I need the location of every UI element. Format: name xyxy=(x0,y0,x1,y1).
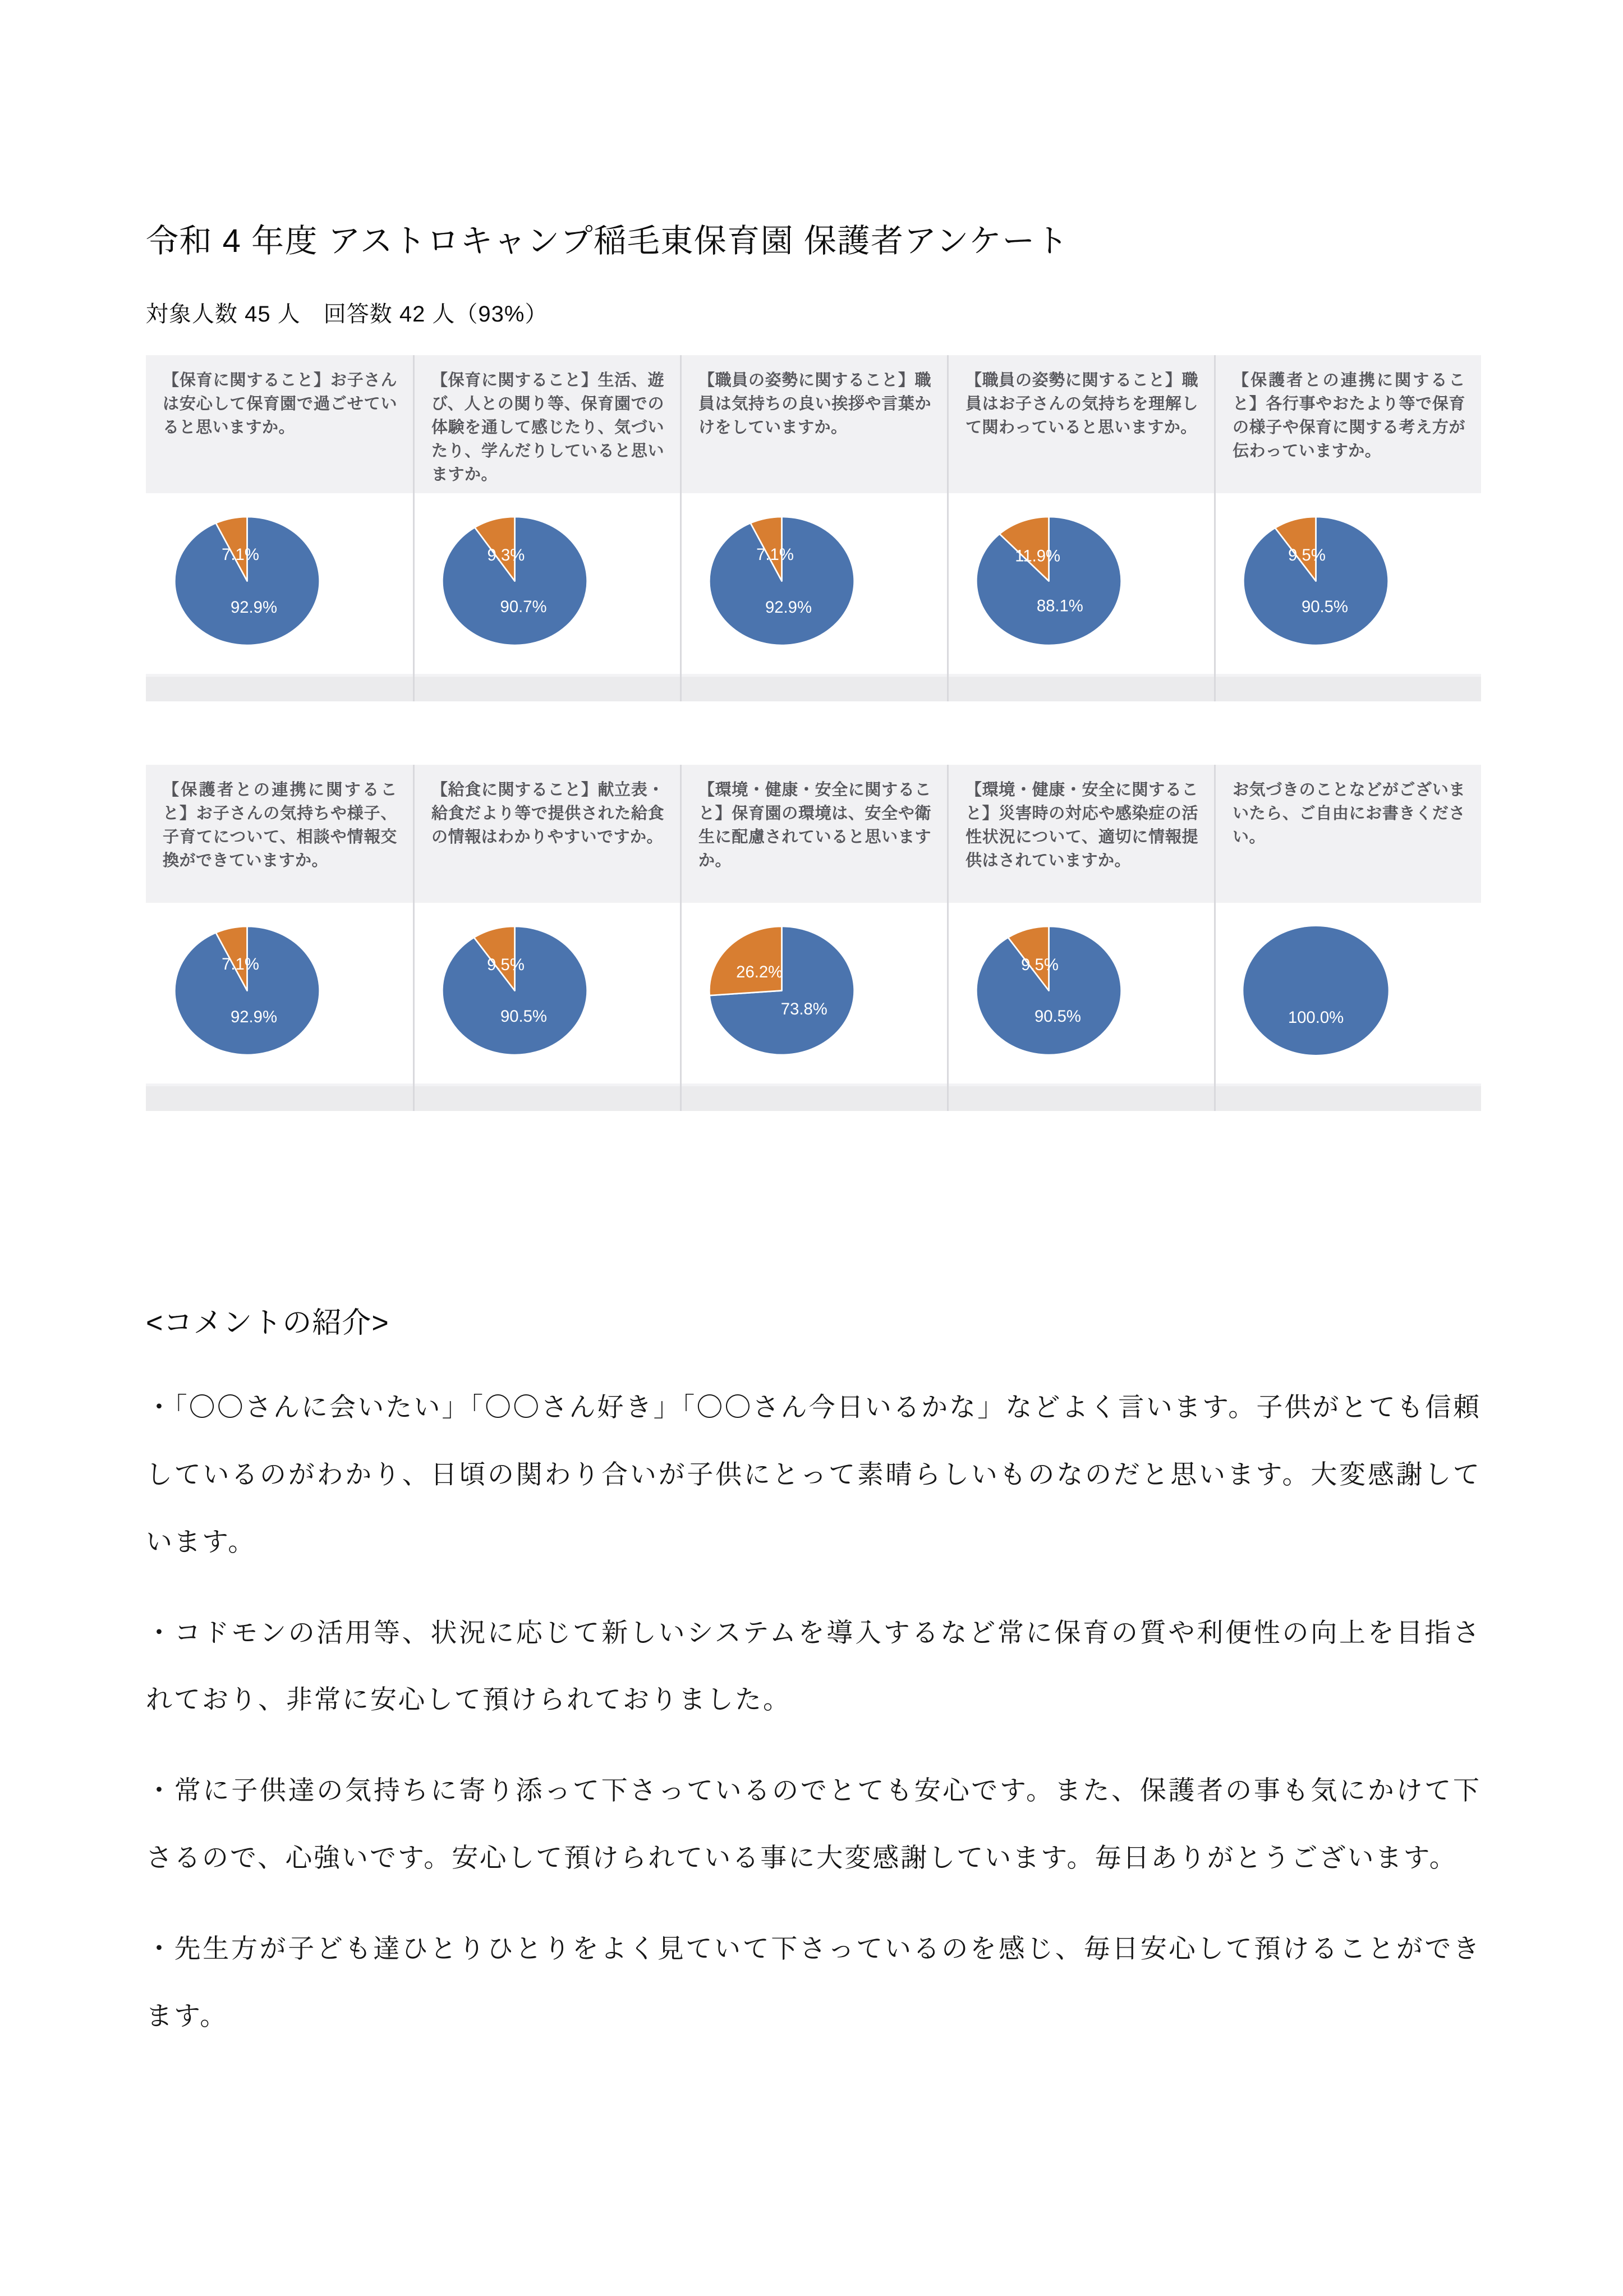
pie-slice-label: 26.2% xyxy=(736,963,783,982)
pie-slice-label: 92.9% xyxy=(230,598,277,617)
pie-chart-zone xyxy=(1216,903,1481,1083)
pie-chart xyxy=(172,924,322,1057)
pie-chart-zone xyxy=(682,903,947,1083)
pie-slice-label: 90.5% xyxy=(1034,1007,1081,1026)
pie-chart xyxy=(440,515,590,648)
pie-slice-label: 11.9% xyxy=(1015,547,1061,566)
pie-chart-zone xyxy=(146,493,413,674)
comments-list xyxy=(146,1374,1481,2050)
cell-footer xyxy=(949,674,1214,701)
pie-chart-zone xyxy=(415,903,680,1083)
pie-chart xyxy=(974,515,1124,648)
pie-chart xyxy=(974,924,1124,1057)
survey-question-cell xyxy=(413,765,680,1111)
comment-item: ・コドモンの活用等、状況に応じて新しいシステムを導入するなど常に保育の質や利便性の向上を目指されており、非常に安心して預けられておりました。 xyxy=(146,1617,1481,1715)
question-text: 【給食に関すること】献立表・給食だより等で提供された給食の情報はわかりやすいですか。 xyxy=(415,765,680,903)
question-text: お気づきのことなどがございまいたら、ご自由にお書きください。 xyxy=(1216,765,1481,903)
pie-slice-label: 9.3% xyxy=(487,545,525,564)
pie-slice-label: 9.5% xyxy=(1288,546,1326,565)
pie-chart-zone xyxy=(682,493,947,674)
comment-item: ・「〇〇さんに会いたい」「〇〇さん好き」「〇〇さん今日いるかな」などよく言います。子供がとても信頼しているのがわかり、日頃の関わり合いが子供にとって素晴らしいものなのだと思います。大変感謝しています。 xyxy=(146,1392,1481,1556)
pie-chart-zone xyxy=(146,903,413,1083)
comment-item: ・先生方が子ども達ひとりひとりをよく見ていて下さっているのを感じ、毎日安心して預けることができます。 xyxy=(146,1933,1481,2031)
chart-row xyxy=(146,765,1481,1111)
survey-question-cell xyxy=(947,765,1214,1111)
pie-slice-label: 90.5% xyxy=(500,1007,547,1026)
cell-footer xyxy=(146,674,413,701)
survey-question-cell xyxy=(680,765,947,1111)
question-text: 【保護者との連携に関すること】お子さんの気持ちや様子、子育てについて、相談や情報交換ができていますか。 xyxy=(146,765,413,903)
pie-chart xyxy=(707,924,857,1057)
pie-chart-zone xyxy=(949,493,1214,674)
pie-slice-label: 7.1% xyxy=(756,545,794,564)
pie-slice-blue xyxy=(1243,926,1388,1055)
pie-chart-zone xyxy=(415,493,680,674)
question-text: 【職員の姿勢に関すること】職員は気持ちの良い挨拶や言葉かけをしていますか。 xyxy=(682,355,947,493)
survey-question-cell xyxy=(947,355,1214,701)
pie-slice-label: 7.1% xyxy=(221,545,259,564)
question-text: 【保育に関すること】お子さんは安心して保育園で過ごせていると思いますか。 xyxy=(146,355,413,493)
pie-slice-label: 88.1% xyxy=(1036,596,1083,616)
survey-question-cell xyxy=(680,355,947,701)
survey-question-cell xyxy=(146,765,413,1111)
survey-question-cell xyxy=(1214,765,1481,1111)
pie-chart-zone xyxy=(949,903,1214,1083)
comments-heading: <コメントの紹介> xyxy=(146,1307,389,1339)
pie-chart xyxy=(1241,924,1391,1057)
page-title: 令和 4 年度 アストロキャンプ稲毛東保育園 保護者アンケート xyxy=(146,223,1069,259)
cell-footer xyxy=(146,1083,413,1111)
cell-footer xyxy=(682,1083,947,1111)
pie-slice-orange xyxy=(709,926,781,995)
pie-slice-label: 100.0% xyxy=(1288,1008,1344,1027)
question-text: 【環境・健康・安全に関すること】保育園の環境は、安全や衛生に配慮されていると思いますか。 xyxy=(682,765,947,903)
cell-footer xyxy=(415,1083,680,1111)
question-text: 【環境・健康・安全に関すること】災害時の対応や感染症の活性状況について、適切に情報提供はされていますか。 xyxy=(949,765,1214,903)
pie-slice-label: 92.9% xyxy=(230,1007,277,1026)
question-text: 【保育に関すること】生活、遊び、人との関り等、保育園での体験を通して感じたり、気づいたり、学んだりしていると思いますか。 xyxy=(415,355,680,493)
survey-question-cell xyxy=(413,355,680,701)
pie-chart xyxy=(707,515,857,648)
pie-slice-label: 9.5% xyxy=(1021,956,1059,975)
cell-footer xyxy=(1216,674,1481,701)
cell-footer xyxy=(415,674,680,701)
survey-question-cell xyxy=(146,355,413,701)
pie-chart xyxy=(440,924,590,1057)
comment-item: ・常に子供達の気持ちに寄り添って下さっているのでとても安心です。また、保護者の事も気にかけて下さるので、心強いです。安心して預けられている事に大変感謝しています。毎日ありがとうございます。 xyxy=(146,1775,1481,1873)
pie-chart-zone xyxy=(1216,493,1481,674)
question-text: 【保護者との連携に関すること】各行事やおたより等で保育の様子や保育に関する考え方が伝わっていますか。 xyxy=(1216,355,1481,493)
question-text: 【職員の姿勢に関すること】職員はお子さんの気持ちを理解して関わっていると思いますか。 xyxy=(949,355,1214,493)
pie-slice-label: 73.8% xyxy=(780,999,827,1018)
pie-slice-label: 90.5% xyxy=(1301,597,1348,616)
survey-question-cell xyxy=(1214,355,1481,701)
cell-footer xyxy=(1216,1083,1481,1111)
pie-slice-label: 7.1% xyxy=(221,955,259,974)
cell-footer xyxy=(949,1083,1214,1111)
pie-chart xyxy=(1241,515,1391,648)
pie-slice-label: 92.9% xyxy=(765,598,812,617)
survey-chart-grid xyxy=(146,355,1481,1111)
pie-slice-label: 9.5% xyxy=(487,956,525,975)
pie-chart xyxy=(172,515,322,648)
cell-footer xyxy=(682,674,947,701)
respondent-stats: 対象人数 45 人 回答数 42 人（93%） xyxy=(146,302,548,327)
chart-row xyxy=(146,355,1481,701)
pie-slice-label: 90.7% xyxy=(500,598,547,617)
